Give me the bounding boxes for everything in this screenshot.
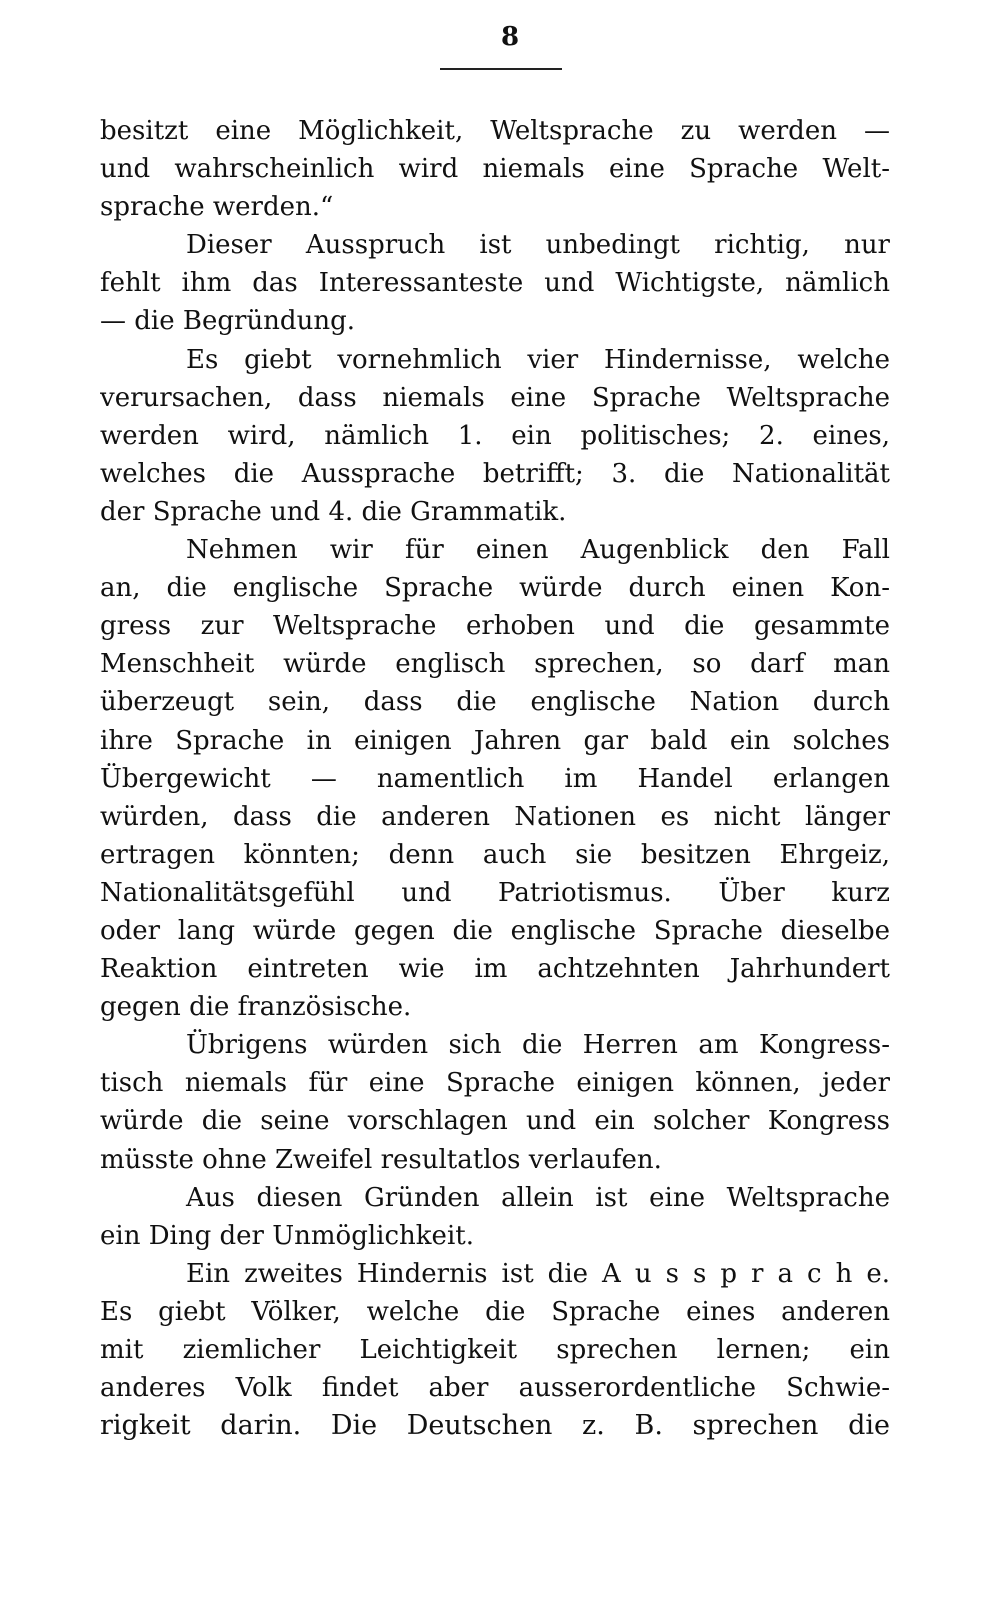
text-line: besitzt eine Möglichkeit, Weltsprache zu werden — (100, 116, 890, 146)
text-line: mit ziemlicher Leichtigkeit sprechen lernen; ein (100, 1335, 890, 1365)
text-line: würden, dass die anderen Nationen es nicht länger (100, 801, 890, 832)
text-line: sprache werden.“ (100, 192, 334, 223)
text-line: Übergewicht — namentlich im Handel erlangen (100, 763, 890, 794)
text-line: welches die Aussprache betrifft; 3. die Nationalität (100, 458, 890, 489)
text-line: Übrigens würden sich die Herren am Kongress- (186, 1030, 890, 1061)
text-line: ertragen könnten; denn auch sie besitzen Ehrgeiz, (100, 839, 890, 870)
text-line: an, die englische Sprache würde durch einen Kon- (100, 573, 890, 604)
text-line: der Sprache und 4. die Grammatik. (100, 496, 567, 527)
text-line: ein Ding der Unmöglichkeit. (100, 1220, 474, 1251)
text-line: Es giebt Völker, welche die Sprache eines anderen (100, 1296, 890, 1327)
text-line: tisch niemals für eine Sprache einigen können, jeder (100, 1068, 890, 1099)
text-line: — die Begründung. (100, 306, 355, 337)
text-line: Nehmen wir für einen Augenblick den Fall (186, 535, 890, 566)
body-text (100, 112, 890, 1445)
text-line: Nationalitätsgefühl und Patriotismus. Über kurz (100, 877, 890, 908)
text-line: würde die seine vorschlagen und ein solcher Kongress (100, 1106, 890, 1137)
text-line: Menschheit würde englisch sprechen, so darf man (100, 649, 890, 680)
text-line: verursachen, dass niemals eine Sprache Weltsprache (100, 382, 890, 413)
text-line: anderes Volk findet aber ausserordentliche Schwie- (100, 1373, 890, 1404)
page-number: 8 (500, 22, 520, 52)
text-line: gress zur Weltsprache erhoben und die gesammte (100, 611, 890, 642)
text-line: überzeugt sein, dass die englische Nation durch (100, 687, 890, 718)
text-line: und wahrscheinlich wird niemals eine Sprache Welt- (100, 154, 890, 185)
text-line: werden wird, nämlich 1. ein politisches; 2. eines, (100, 420, 890, 451)
text-line: rigkeit darin. Die Deutschen z. B. sprechen die (100, 1410, 890, 1442)
text-line: Dieser Ausspruch ist unbedingt richtig, nur (186, 230, 890, 261)
text-line: Ein zweites Hindernis ist die A u s s p r a c h e. (186, 1258, 890, 1289)
text-line: oder lang würde gegen die englische Sprache dieselbe (100, 915, 890, 946)
text-line: Reaktion eintreten wie im achtzehnten Jahrhundert (100, 954, 890, 985)
text-line: fehlt ihm das Interessanteste und Wichtigste, nämlich (100, 268, 890, 299)
text-line: Es giebt vornehmlich vier Hindernisse, welche (186, 344, 890, 375)
page-header (0, 22, 1000, 52)
text-line: Aus diesen Gründen allein ist eine Weltsprache (186, 1182, 890, 1213)
text-line: ihre Sprache in einigen Jahren gar bald ein solches (100, 725, 890, 756)
header-rule (440, 68, 562, 70)
text-line: müsste ohne Zweifel resultatlos verlaufen. (100, 1144, 662, 1175)
text-line: gegen die französische. (100, 992, 412, 1023)
